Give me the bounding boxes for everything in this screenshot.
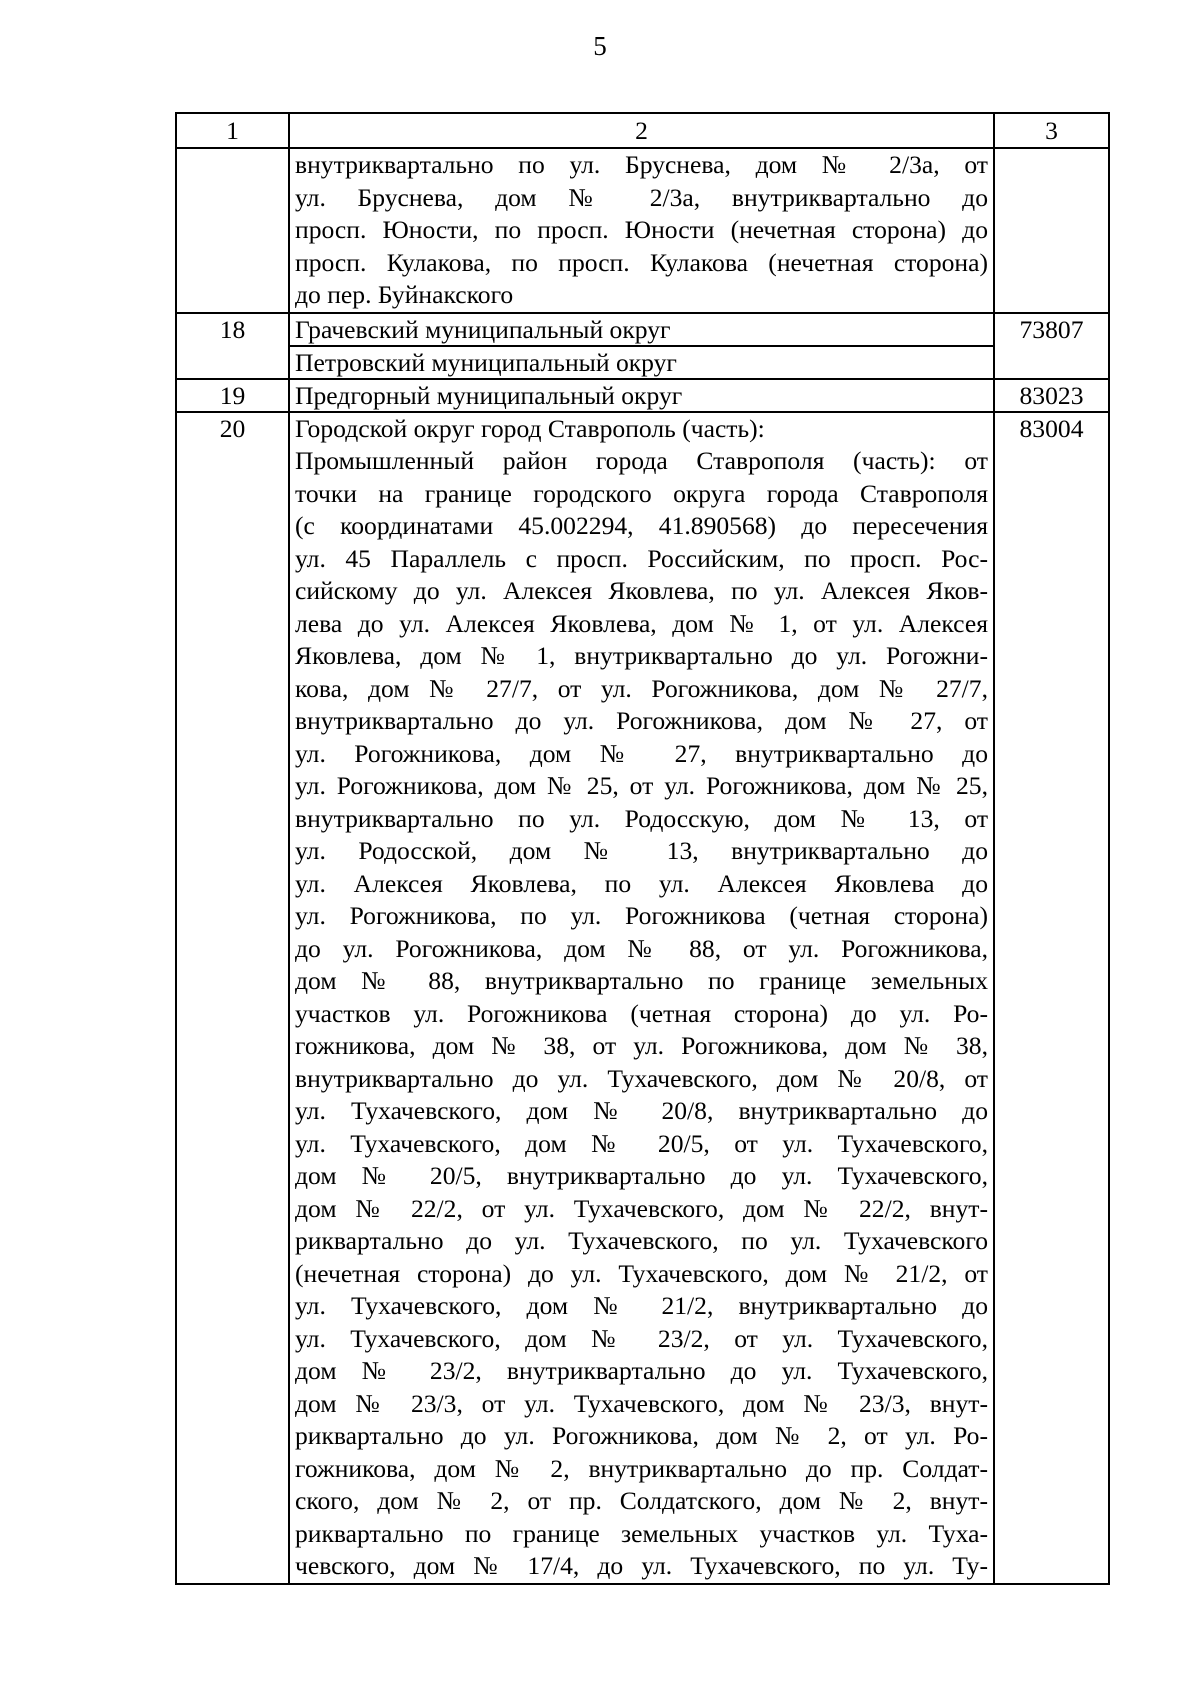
text-line: до ул. Рогожникова, дом № 88, от ул. Рогожникова, bbox=[295, 933, 988, 963]
text-line: лева до ул. Алексея Яковлева, дом № 1, от ул. Алексея bbox=[295, 608, 988, 638]
text-line: до пер. Буйнакского bbox=[295, 280, 514, 309]
text-line: сийскому до ул. Алексея Яковлева, по ул. Алексея Яков- bbox=[295, 576, 988, 605]
description-cell: Предгорный муниципальный округ bbox=[289, 379, 994, 412]
text-line: ул. Бруснева, дом № 2/3а, внутриквартально до bbox=[295, 182, 988, 212]
text-line: риквартально по границе земельных участков ул. Туха- bbox=[295, 1518, 988, 1548]
description-cell: Грачевский муниципальный округ bbox=[289, 313, 994, 346]
text-line: ского, дом № 2, от пр. Солдатского, дом № 2, внут- bbox=[295, 1486, 988, 1515]
code-cell: 73807 bbox=[994, 313, 1109, 379]
text-line: дом № 20/5, внутриквартально до ул. Тухачевского, bbox=[295, 1161, 988, 1190]
text-line: ул. Тухачевского, дом № 23/2, от ул. Тухачевского, bbox=[295, 1323, 988, 1353]
text-line: участков ул. Рогожникова (четная сторона) до ул. Ро- bbox=[295, 998, 988, 1028]
text-line: гожникова, дом № 38, от ул. Рогожникова, дом № 38, bbox=[295, 1031, 988, 1060]
text-line: дом № 23/2, внутриквартально до ул. Тухачевского, bbox=[295, 1356, 988, 1385]
text-line: кова, дом № 27/7, от ул. Рогожникова, дом № 27/7, bbox=[295, 673, 988, 703]
text-line: дом № 22/2, от ул. Тухачевского, дом № 22/2, внут- bbox=[295, 1193, 988, 1223]
text-line: риквартально до ул. Рогожникова, дом № 2, от ул. Ро- bbox=[295, 1421, 988, 1450]
text-line: (с координатами 45.002294, 41.890568) до пересечения bbox=[295, 511, 988, 540]
text-line: просп. Кулакова, по просп. Кулакова (нечетная сторона) bbox=[295, 247, 988, 277]
description-cell bbox=[289, 148, 994, 313]
text-line: ул. Родосской, дом № 13, внутриквартально до bbox=[295, 836, 988, 865]
column-header-1: 1 bbox=[176, 113, 289, 148]
text-line: ул. Алексея Яковлева, по ул. Алексея Яковлева до bbox=[295, 868, 988, 898]
column-header-2: 2 bbox=[289, 113, 994, 148]
text-line: ул. Тухачевского, дом № 20/8, внутриквартально до bbox=[295, 1096, 988, 1125]
text-line: внутриквартально по ул. Родосскую, дом № 13, от bbox=[295, 803, 988, 833]
text-line: точки на границе городского округа города Ставрополя bbox=[295, 478, 988, 508]
text-line: внутриквартально по ул. Бруснева, дом № 2/3а, от bbox=[295, 150, 988, 179]
text-line: риквартально до ул. Тухачевского, по ул. Тухачевского bbox=[295, 1226, 988, 1255]
text-line: гожникова, дом № 2, внутриквартально до пр. Солдат- bbox=[295, 1453, 988, 1483]
table-row-20 bbox=[176, 412, 1109, 1584]
description-cell: Петровский муниципальный округ bbox=[289, 346, 994, 379]
table-header-row bbox=[176, 113, 1109, 148]
table-row-18 bbox=[176, 313, 1109, 346]
row-number-cell: 19 bbox=[176, 379, 289, 412]
description-cell bbox=[289, 412, 994, 1584]
column-header-3: 3 bbox=[994, 113, 1109, 148]
text-line: ул. Тухачевского, дом № 20/5, от ул. Тухачевского, bbox=[295, 1128, 988, 1158]
text-line: Промышленный район города Ставрополя (часть): от bbox=[295, 446, 988, 475]
text-line: (нечетная сторона) до ул. Тухачевского, дом № 21/2, от bbox=[295, 1258, 988, 1288]
text-line: Яковлева, дом № 1, внутриквартально до ул. Рогожни- bbox=[295, 641, 988, 670]
districts-table bbox=[175, 112, 1110, 1585]
text-line: ул. Рогожникова, дом № 25, от ул. Рогожникова, дом № 25, bbox=[295, 771, 988, 800]
row-number-cell: 18 bbox=[176, 313, 289, 379]
table-row-19 bbox=[176, 379, 1109, 412]
text-line: дом № 23/3, от ул. Тухачевского, дом № 23/3, внут- bbox=[295, 1388, 988, 1418]
table-row-continuation bbox=[176, 148, 1109, 313]
text-line: чевского, дом № 17/4, до ул. Тухачевского, по ул. Ту- bbox=[295, 1551, 988, 1580]
text-line: просп. Юности, по просп. Юности (нечетная сторона) до bbox=[295, 215, 988, 244]
code-cell: 83023 bbox=[994, 379, 1109, 412]
text-line: ул. Рогожникова, дом № 27, внутриквартально до bbox=[295, 738, 988, 768]
text-line: ул. Рогожникова, по ул. Рогожникова (четная сторона) bbox=[295, 901, 988, 930]
text-line: Городской округ город Ставрополь (часть): bbox=[295, 413, 765, 443]
page-number: 5 bbox=[593, 31, 607, 61]
text-line: ул. 45 Параллель с просп. Российским, по просп. Рос- bbox=[295, 543, 988, 573]
code-cell bbox=[994, 148, 1109, 313]
row-number-cell: 20 bbox=[176, 412, 289, 1584]
table-row-18-sub bbox=[176, 346, 1109, 379]
text-line: внутриквартально до ул. Рогожникова, дом № 27, от bbox=[295, 706, 988, 735]
text-line: дом № 88, внутриквартально по границе земельных bbox=[295, 966, 988, 995]
row-number-cell bbox=[176, 148, 289, 313]
text-line: ул. Тухачевского, дом № 21/2, внутриквартально до bbox=[295, 1291, 988, 1320]
code-cell: 83004 bbox=[994, 412, 1109, 1584]
text-line: внутриквартально до ул. Тухачевского, дом № 20/8, от bbox=[295, 1063, 988, 1093]
